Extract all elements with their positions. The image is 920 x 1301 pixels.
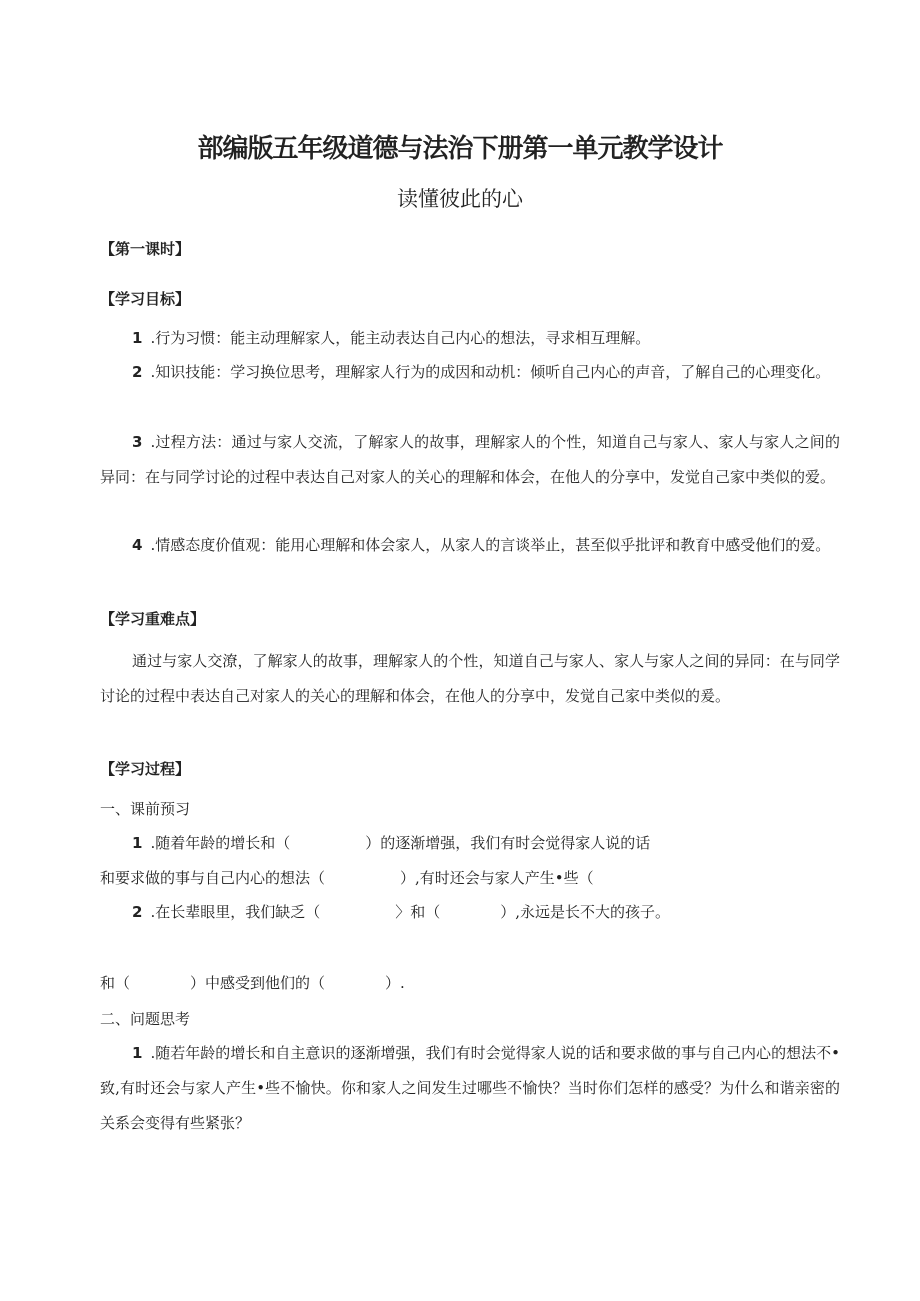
preview-question-2: 2 .在长辈眼里，我们缺乏（ 〉和（ ）,永远是长不大的孩子。 — [132, 903, 670, 921]
objective-item: 1 .行为习惯：能主动理解家人，能主动表达自己内心的想法，寻求相互理解。 — [132, 329, 651, 347]
document-title: 部编版五年级道德与法治下册第一单元教学设计 — [197, 134, 723, 164]
objectives-heading: 【学习目标】 — [100, 290, 191, 308]
objective-item: 4 .情感态度价值观：能用心理解和体会家人，从家人的言谈举止，甚至似乎批评和教育中感受他们的爱。 — [132, 536, 831, 554]
preview-question-1-cont: 和要求做的事与自己内心的想法（ ）,有时还会与家人产生•些（ — [100, 869, 594, 887]
question-item: 1 .随若年龄的增长和自主意识的逐渐增强，我们有时会觉得家人说的话和要求做的事与自己内心的想法不•致,有时还会与家人产生•些不愉快。你和家人之间发生过哪些不愉快？当时你们怎样的感受？为什么和谐亲密的关系会变得有些紧张？ — [100, 1044, 840, 1132]
preview-question-1: 1 .随着年龄的增长和（ ）的逐渐增强，我们有时会觉得家人说的话 — [132, 834, 651, 852]
lesson-heading: 【第一课时】 — [100, 240, 191, 258]
objective-item: 2 .知识技能：学习换位思考，理解家人行为的成因和动机：倾听自己内心的声音，了解自己的心理变化。 — [132, 363, 831, 381]
section-question-title: 二、问题思考 — [100, 1010, 191, 1028]
preview-question-3: 和（ ）中感受到他们的（ ）. — [100, 974, 405, 992]
section-preview-title: 一、课前预习 — [100, 800, 191, 818]
keypoints-text: 通过与家人交潦，了解家人的故事，理解家人的个性，知道自己与家人、家人与家人之间的异同：在与同学讨论的过程中表达自己对家人的关心的理解和体会，在他人的分享中，发觉自己家中类似的爰。 — [100, 652, 840, 705]
process-heading: 【学习过程】 — [100, 760, 191, 778]
keypoints-heading: 【学习重难点】 — [100, 610, 206, 628]
objective-item: 3 .过程方法：通过与家人交流，了解家人的故事，理解家人的个性，知道自己与家人、家人与家人之间的异同：在与同学讨论的过程中表达自己对家人的关心的理解和体会，在他人的分享中，发觉自己家中类似的爱。 — [100, 433, 840, 486]
document-subtitle: 读懂彼此的心 — [397, 187, 523, 211]
